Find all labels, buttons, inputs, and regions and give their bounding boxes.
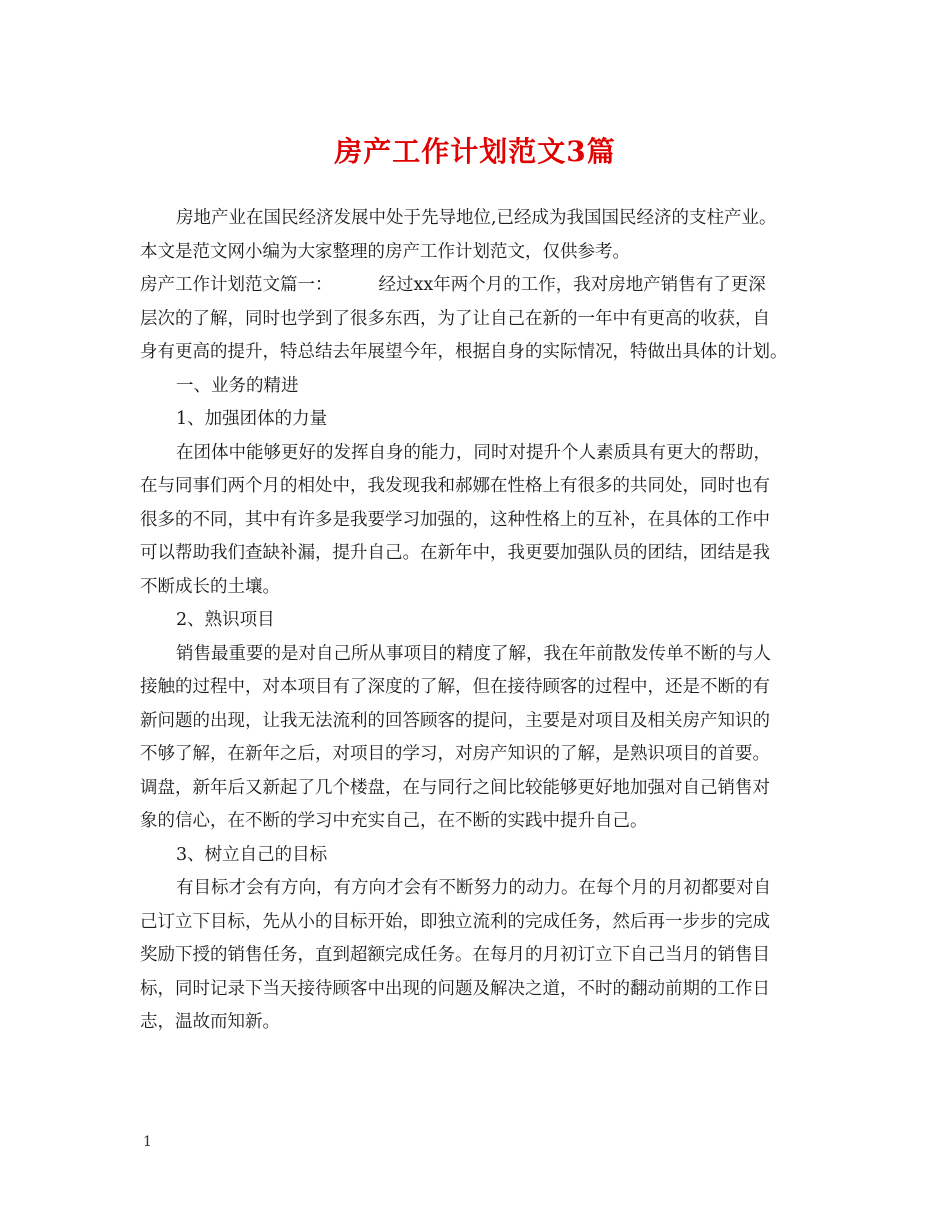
section-heading-inline: 房产工作计划范文篇一： [140, 275, 333, 295]
subsection-heading: 3、树立自己的目标 [176, 844, 328, 865]
paragraph-line: 接触的过程中，对本项目有了深度的了解，但在接待顾客的过程中，还是不断的有 [140, 677, 770, 697]
paragraph-line: 象的信心，在不断的学习中充实自己，在不断的实践中提升自己。 [140, 811, 648, 831]
subsection-heading: 2、熟识项目 [176, 610, 275, 630]
paragraph-line: 新问题的出现，让我无法流利的回答顾客的提问，主要是对项目及相关房产知识的 [140, 710, 770, 731]
paragraph-line: 标，同时记录下当天接待顾客中出现的问题及解决之道，不时的翻动前期的工作日 [140, 978, 770, 999]
paragraph-line: 不断成长的土壤。 [140, 576, 280, 597]
paragraph-line: 在与同事们两个月的相处中，我发现我和郝娜在性格上有很多的共同处，同时也有 [140, 476, 770, 496]
paragraph-line: 有目标才会有方向，有方向才会有不断努力的动力。在每个月的月初都要对自 [176, 878, 771, 898]
subsection-heading: 1、加强团体的力量 [176, 409, 328, 429]
page-number: 1 [143, 1134, 152, 1150]
paragraph-line: 调盘，新年后又新起了几个楼盘，在与同行之间比较能够更好地加强对自己销售对 [140, 777, 770, 798]
paragraph-line: 在团体中能够更好的发挥自身的能力，同时对提升个人素质具有更大的帮助， [176, 442, 771, 463]
paragraph-line: 可以帮助我们查缺补漏，提升自己。在新年中，我更要加强队员的团结，团结是我 [140, 543, 770, 563]
document-body [140, 202, 830, 1040]
section-heading: 一、业务的精进 [176, 375, 299, 396]
paragraph-line: 本文是范文网小编为大家整理的房产工作计划范文，仅供参考。 [140, 241, 630, 262]
document-title: 房产工作计划范文3篇 [334, 135, 616, 168]
paragraph-line: 房地产业在国民经济发展中处于先导地位,已经成为我国国民经济的支柱产业。 [176, 208, 777, 228]
paragraph-line: 销售最重要的是对自己所从事项目的精度了解，我在年前散发传单不断的与人 [176, 643, 771, 664]
paragraph-line: 很多的不同，其中有许多是我要学习加强的，这种性格上的互补，在具体的工作中 [140, 509, 770, 530]
paragraph-line: 身有更高的提升，特总结去年展望今年，根据自身的实际情况，特做出具体的计划。 [140, 342, 788, 362]
paragraph-line: 志，温故而知新。 [140, 1012, 280, 1032]
paragraph-line: 层次的了解，同时也学到了很多东西，为了让自己在新的一年中有更高的收获，自 [140, 308, 770, 329]
paragraph-line: 己订立下目标，先从小的目标开始，即独立流利的完成任务，然后再一步步的完成 [140, 911, 770, 932]
paragraph-line: 奖励下授的销售任务，直到超额完成任务。在每月的月初订立下自己当月的销售目 [140, 945, 770, 965]
paragraph-text-inline: 经过xx年两个月的工作，我对房地产销售有了更深 [378, 275, 766, 295]
paragraph-line [140, 269, 830, 303]
paragraph-line: 不够了解，在新年之后，对项目的学习，对房产知识的了解，是熟识项目的首要。 [140, 744, 770, 764]
